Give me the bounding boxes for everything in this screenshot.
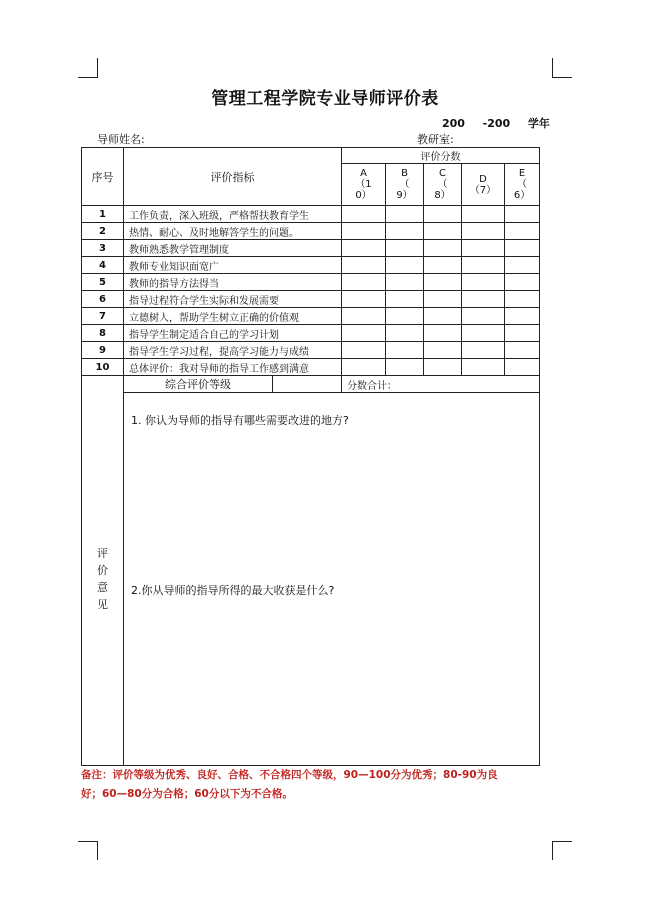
score-cell-e[interactable] <box>505 257 540 274</box>
score-cell-b[interactable] <box>386 206 424 223</box>
score-cell-b[interactable] <box>386 240 424 257</box>
grade-a-points-2: 0） <box>355 190 372 201</box>
score-cell-c[interactable] <box>424 206 462 223</box>
overall-grade-label: 综合评价等级 <box>124 376 273 393</box>
grade-c-header <box>424 164 462 206</box>
score-cell-a[interactable] <box>342 325 386 342</box>
score-header: 评价分数 <box>342 148 540 164</box>
row-number: 9 <box>82 342 124 359</box>
score-cell-e[interactable] <box>505 223 540 240</box>
score-cell-a[interactable] <box>342 291 386 308</box>
score-cell-e[interactable] <box>505 342 540 359</box>
crop-mark-bottom-left-vertical <box>97 841 98 860</box>
grade-a-points-1: （1 <box>355 179 372 190</box>
score-cell-c[interactable] <box>424 359 462 376</box>
score-cell-c[interactable] <box>424 342 462 359</box>
opinion-char-3: 意 <box>97 580 108 594</box>
question-2: 2.你从导师的指导所得的最大收获是什么? <box>131 584 335 597</box>
score-cell-a[interactable] <box>342 223 386 240</box>
grade-e-points-1: （ <box>517 179 528 190</box>
answer-2-area[interactable] <box>124 603 539 758</box>
score-cell-e[interactable] <box>505 308 540 325</box>
table-row <box>82 240 540 257</box>
academic-year-start: 200 <box>442 117 465 130</box>
table-row <box>82 325 540 342</box>
table-row <box>82 274 540 291</box>
crop-mark-bottom-left-horizontal <box>78 841 98 842</box>
row-indicator: 指导学生学习过程，提高学习能力与成绩 <box>124 342 342 359</box>
score-cell-a[interactable] <box>342 206 386 223</box>
score-cell-e[interactable] <box>505 291 540 308</box>
score-cell-b[interactable] <box>386 359 424 376</box>
score-cell-c[interactable] <box>424 257 462 274</box>
crop-mark-top-left-vertical <box>97 58 98 77</box>
score-cell-c[interactable] <box>424 325 462 342</box>
grade-a-header <box>342 164 386 206</box>
score-cell-a[interactable] <box>342 257 386 274</box>
score-cell-b[interactable] <box>386 325 424 342</box>
score-cell-d[interactable] <box>462 308 505 325</box>
table-row <box>82 257 540 274</box>
grade-d-points-1: （7） <box>469 184 497 196</box>
total-score-label: 分数合计： <box>342 376 540 393</box>
crop-mark-top-right-horizontal <box>552 77 572 78</box>
score-cell-b[interactable] <box>386 257 424 274</box>
row-indicator: 总体评价：我对导师的指导工作感到满意 <box>124 359 342 376</box>
score-cell-e[interactable] <box>505 206 540 223</box>
score-cell-d[interactable] <box>462 206 505 223</box>
score-cell-e[interactable] <box>505 325 540 342</box>
crop-mark-top-right-vertical <box>552 58 553 77</box>
score-cell-b[interactable] <box>386 274 424 291</box>
score-cell-b[interactable] <box>386 223 424 240</box>
row-number: 7 <box>82 308 124 325</box>
score-cell-c[interactable] <box>424 291 462 308</box>
table-row <box>82 359 540 376</box>
table-row <box>82 308 540 325</box>
score-cell-d[interactable] <box>462 291 505 308</box>
opinion-char-4: 见 <box>97 597 108 611</box>
grade-d-header <box>462 164 505 206</box>
grade-c-points-1: （ <box>437 179 448 190</box>
score-cell-d[interactable] <box>462 342 505 359</box>
row-indicator: 指导学生制定适合自己的学习计划 <box>124 325 342 342</box>
grade-b-header <box>386 164 424 206</box>
page-title: 管理工程学院专业导师评价表 <box>211 89 439 109</box>
seq-header: 序号 <box>82 148 124 206</box>
score-cell-a[interactable] <box>342 359 386 376</box>
crop-mark-bottom-right-horizontal <box>552 841 572 842</box>
row-indicator: 教师专业知识面宽广 <box>124 257 342 274</box>
remark-line-2: 好；60—80分为合格；60分以下为不合格。 <box>81 788 293 800</box>
score-cell-e[interactable] <box>505 240 540 257</box>
row-indicator: 热情、耐心、及时地解答学生的问题。 <box>124 223 342 240</box>
grade-c-letter: C <box>439 168 446 179</box>
table-row <box>82 291 540 308</box>
office-label: 教研室: <box>417 133 454 146</box>
grade-a-letter: A <box>360 168 367 179</box>
overall-grade-value[interactable] <box>273 376 342 393</box>
grade-e-letter: E <box>518 168 526 179</box>
grade-d-letter: D <box>479 173 487 185</box>
row-indicator: 工作负责，深入班级，严格帮扶教育学生 <box>124 206 342 223</box>
row-number: 6 <box>82 291 124 308</box>
row-number: 1 <box>82 206 124 223</box>
grade-e-header <box>505 164 540 206</box>
score-cell-d[interactable] <box>462 223 505 240</box>
score-cell-a[interactable] <box>342 308 386 325</box>
score-cell-c[interactable] <box>424 274 462 291</box>
score-cell-a[interactable] <box>342 240 386 257</box>
opinion-char-2: 价 <box>97 563 108 577</box>
overall-row-blank <box>82 376 124 393</box>
grade-b-points-1: （ <box>399 179 410 190</box>
academic-year <box>442 115 550 131</box>
grade-e-points-2: 6） <box>513 190 531 201</box>
tutor-name-label: 导师姓名: <box>97 133 145 146</box>
answer-1-area[interactable] <box>124 433 539 573</box>
opinion-char-1: 评 <box>97 546 108 560</box>
row-indicator: 教师的指导方法得当 <box>124 274 342 291</box>
crop-mark-bottom-right-vertical <box>552 841 553 860</box>
score-cell-e[interactable] <box>505 274 540 291</box>
score-cell-a[interactable] <box>342 274 386 291</box>
score-cell-b[interactable] <box>386 342 424 359</box>
row-indicator: 教师熟悉教学管理制度 <box>124 240 342 257</box>
score-cell-c[interactable] <box>424 308 462 325</box>
grade-c-points-2: 8） <box>434 190 451 201</box>
row-number: 8 <box>82 325 124 342</box>
score-cell-d[interactable] <box>462 325 505 342</box>
question-1: 1. 你认为导师的指导有哪些需要改进的地方? <box>131 414 349 427</box>
row-indicator: 指导过程符合学生实际和发展需要 <box>124 291 342 308</box>
evaluation-table <box>81 147 540 766</box>
grade-b-letter: B <box>401 168 408 179</box>
opinion-label <box>82 393 124 766</box>
score-cell-d[interactable] <box>462 240 505 257</box>
score-cell-d[interactable] <box>462 274 505 291</box>
crop-mark-top-left-horizontal <box>78 77 98 78</box>
remark-note <box>81 766 551 804</box>
row-number: 10 <box>82 359 124 376</box>
remark-line-1: 备注：评价等级为优秀、良好、合格、不合格四个等级，90—100分为优秀；80-90为良 <box>81 769 498 781</box>
table-row <box>82 223 540 240</box>
grade-b-points-2: 9） <box>396 190 413 201</box>
academic-year-suffix: 学年 <box>527 117 550 130</box>
score-cell-b[interactable] <box>386 291 424 308</box>
score-cell-d[interactable] <box>462 257 505 274</box>
row-number: 5 <box>82 274 124 291</box>
row-number: 3 <box>82 240 124 257</box>
table-row <box>82 342 540 359</box>
indicator-header: 评价指标 <box>124 148 342 206</box>
row-indicator: 立德树人，帮助学生树立正确的价值观 <box>124 308 342 325</box>
score-cell-a[interactable] <box>342 342 386 359</box>
score-cell-c[interactable] <box>424 240 462 257</box>
score-cell-c[interactable] <box>424 223 462 240</box>
row-number: 4 <box>82 257 124 274</box>
opinion-area <box>124 393 540 766</box>
score-cell-d[interactable] <box>462 359 505 376</box>
row-number: 2 <box>82 223 124 240</box>
academic-year-end: -200 <box>482 117 511 130</box>
score-cell-e[interactable] <box>505 359 540 376</box>
table-row <box>82 206 540 223</box>
score-cell-b[interactable] <box>386 308 424 325</box>
